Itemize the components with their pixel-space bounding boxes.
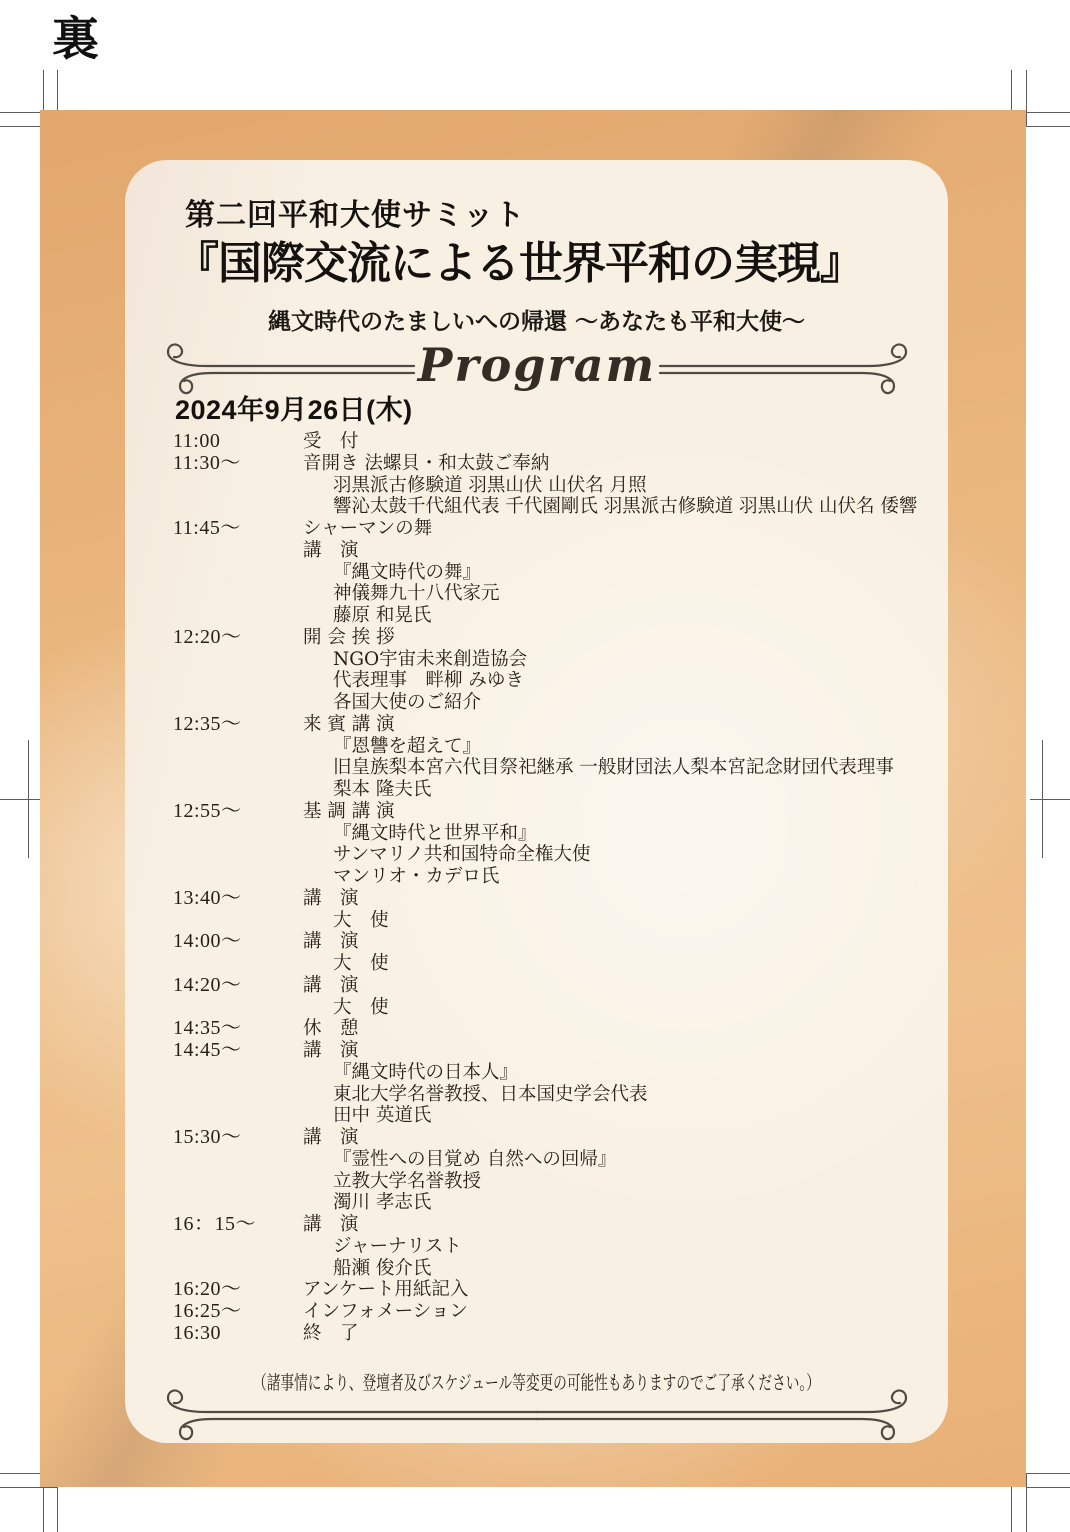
schedule-detail: 東北大学名誉教授、日本国史学会代表 xyxy=(333,1083,648,1105)
schedule-detail: 代表理事 畔柳 みゆき xyxy=(333,670,524,692)
schedule-time: 11:30～ xyxy=(173,451,241,474)
schedule-row xyxy=(125,540,948,627)
schedule-time: 14:20～ xyxy=(173,973,242,996)
schedule-row xyxy=(125,801,948,888)
schedule-time: 13:40～ xyxy=(173,886,242,909)
schedule-activity: インフォメーション xyxy=(303,1301,468,1322)
event-title: 『国際交流による世界平和の実現』 xyxy=(175,239,863,288)
schedule-detail: NGO宇宙未来創造協会 xyxy=(333,648,528,670)
schedule-row xyxy=(125,627,948,714)
schedule-time: 14:35～ xyxy=(173,1017,242,1040)
program-heading: Program xyxy=(417,338,657,392)
schedule-detail: 濁川 孝志氏 xyxy=(333,1192,432,1214)
schedule-row xyxy=(125,1279,948,1301)
schedule-detail: 『縄文時代と世界平和』 xyxy=(333,822,537,844)
schedule-list xyxy=(125,431,948,1345)
schedule-detail: 大 使 xyxy=(333,953,389,974)
schedule-activity: 受 付 xyxy=(303,431,359,452)
schedule-time: 12:35～ xyxy=(173,712,242,735)
event-date: 2024年9月26日(木) xyxy=(175,395,413,425)
schedule-activity: 音開き 法螺貝・和太鼓ご奉納 xyxy=(303,452,550,474)
schedule-activity: 基 調 講 演 xyxy=(303,800,395,822)
schedule-time: 16:25～ xyxy=(173,1300,242,1322)
schedule-activity: 休 憩 xyxy=(303,1018,359,1040)
schedule-time: 12:55～ xyxy=(173,799,242,822)
schedule-time: 14:00～ xyxy=(173,930,242,953)
schedule-detail: 『縄文時代の日本人』 xyxy=(333,1061,519,1083)
trim-mark xyxy=(1026,1473,1027,1532)
schedule-row xyxy=(125,1323,948,1345)
schedule-time: 12:20～ xyxy=(173,625,242,648)
schedule-activity: 開 会 挨 拶 xyxy=(303,626,395,648)
flourish-rule-icon xyxy=(142,1388,932,1446)
trim-mark xyxy=(0,112,44,113)
schedule-detail: 藤原 和晃氏 xyxy=(333,605,432,626)
schedule-detail: サンマリノ共和国特命全権大使 xyxy=(333,844,591,866)
schedule-activity: 講 演 xyxy=(303,974,359,996)
schedule-activity: 講 演 xyxy=(303,1040,359,1061)
schedule-time: 11:45～ xyxy=(173,517,241,539)
schedule-footnote: （諸事情により、登壇者及びスケジュール等変更の可能性もありますのでご了承ください。） xyxy=(253,1372,820,1394)
schedule-time: 14:45～ xyxy=(173,1039,242,1061)
schedule-detail: 大 使 xyxy=(333,996,389,1018)
schedule-activity: 講 演 xyxy=(303,887,359,909)
schedule-time: 15:30～ xyxy=(173,1126,242,1148)
trim-mark xyxy=(1026,126,1070,127)
schedule-activity: 講 演 xyxy=(303,1127,359,1148)
schedule-row xyxy=(125,888,948,932)
schedule-row xyxy=(125,975,948,1019)
schedule-activity: 終 了 xyxy=(303,1322,359,1344)
schedule-detail: 船瀬 俊介氏 xyxy=(333,1257,432,1279)
schedule-row xyxy=(125,714,948,801)
register-mark xyxy=(1030,799,1070,800)
schedule-detail: ジャーナリスト xyxy=(333,1235,462,1257)
schedule-row xyxy=(125,431,948,453)
schedule-detail: 田中 英道氏 xyxy=(333,1105,432,1127)
schedule-row xyxy=(125,1018,948,1040)
bottom-divider xyxy=(142,1388,932,1446)
schedule-detail: 『恩讐を超えて』 xyxy=(333,735,482,757)
schedule-activity: 来 賓 講 演 xyxy=(303,713,395,735)
schedule-row xyxy=(125,518,948,540)
schedule-detail: 旧皇族梨本宮六代目祭祀継承 一般財団法人梨本宮記念財団代表理事 xyxy=(333,757,894,779)
schedule-detail: 各国大使のご紹介 xyxy=(333,692,482,713)
schedule-row xyxy=(125,1040,948,1127)
schedule-row xyxy=(125,931,948,975)
schedule-detail: 響沁太鼓千代組代表 千代園剛氏 羽黒派古修験道 羽黒山伏 山伏名 倭響 xyxy=(333,496,918,518)
trim-mark xyxy=(1026,70,1027,127)
schedule-detail: マンリオ・カデロ氏 xyxy=(333,866,500,887)
schedule-row xyxy=(125,1127,948,1214)
schedule-time: 16：15～ xyxy=(173,1213,256,1235)
schedule-detail: 神儀舞九十八代家元 xyxy=(333,583,500,605)
schedule-time: 16:20～ xyxy=(173,1278,242,1301)
schedule-time: 11:00 xyxy=(173,430,221,452)
event-supertitle: 第二回平和大使サミット xyxy=(185,199,526,232)
schedule-time: 16:30 xyxy=(173,1321,222,1344)
program-panel xyxy=(125,160,948,1443)
schedule-detail: 『霊性への目覚め 自然への回帰』 xyxy=(333,1148,617,1170)
schedule-detail: 羽黒派古修験道 羽黒山伏 山伏名 月照 xyxy=(333,474,647,496)
page-side-label: 裏 xyxy=(52,12,101,67)
event-subtitle: 縄文時代のたましいへの帰還 ～あなたも平和大使～ xyxy=(267,308,805,335)
schedule-detail: 大 使 xyxy=(333,909,389,931)
schedule-activity: 講 演 xyxy=(303,1214,359,1235)
schedule-detail: 梨本 隆夫氏 xyxy=(333,779,432,800)
trim-mark xyxy=(0,1487,58,1488)
schedule-activity: 講 演 xyxy=(303,539,359,561)
schedule-row xyxy=(125,1301,948,1323)
schedule-activity: 講 演 xyxy=(303,931,359,953)
trim-mark xyxy=(0,1473,44,1474)
schedule-activity: シャーマンの舞 xyxy=(303,518,433,539)
schedule-detail: 『縄文時代の舞』 xyxy=(333,561,482,583)
register-mark xyxy=(0,799,40,800)
trim-mark xyxy=(1026,1487,1070,1488)
schedule-activity: アンケート用紙記入 xyxy=(303,1279,469,1301)
schedule-row xyxy=(125,453,948,518)
poster-background xyxy=(40,110,1026,1487)
schedule-detail: 立教大学名誉教授 xyxy=(333,1170,482,1192)
schedule-row xyxy=(125,1214,948,1279)
